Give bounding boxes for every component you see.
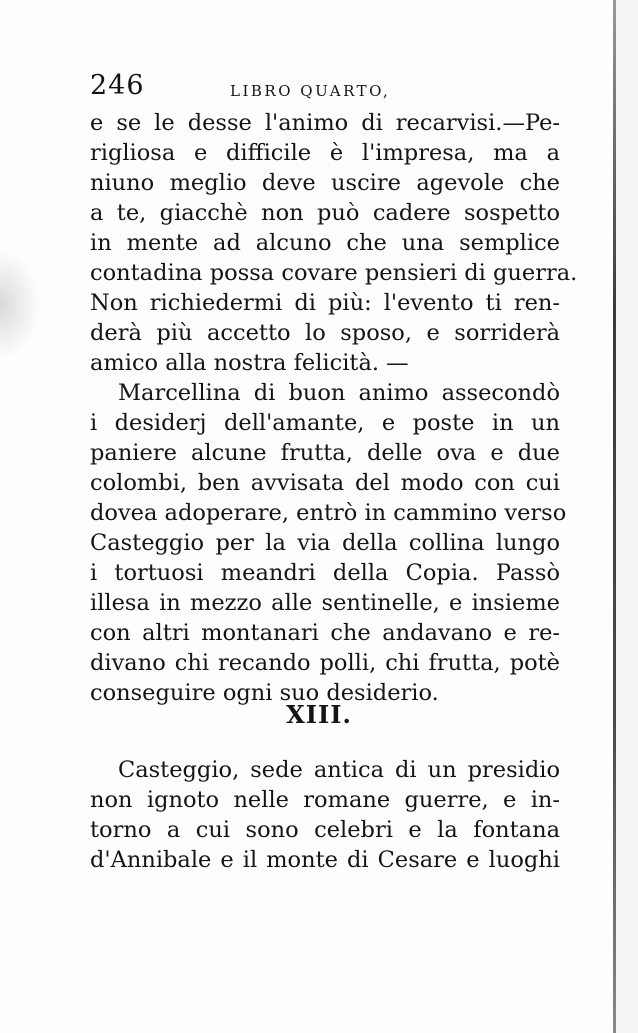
scan-smudge [0,250,40,360]
paragraph-1 [90,108,578,378]
text-line: Non richiedermi di più: l'evento ti ren- [90,290,560,316]
body-text-top [90,108,578,708]
text-line: Marcellina di buon animo assecondò [118,380,560,406]
text-line: colombi, ben avvisata del modo con cui [90,470,560,496]
text-line: niuno meglio deve uscire agevole che [90,170,560,196]
text-line: conseguire ogni suo desiderio. [90,680,439,706]
page-edge-shadow [616,0,638,1033]
paragraph-2 [90,378,567,708]
page-number: 246 [90,70,145,101]
text-line: d'Annibale e il monte di Cesare e luoghi [90,847,560,873]
text-line: torno a cui sono celebri e la fontana [90,817,560,843]
text-line: rigliosa e difficile è l'impresa, ma a [90,140,560,166]
text-line: paniere alcune frutta, delle ova e due [90,440,560,466]
text-line: dovea adoperare, entrò in cammino verso [90,500,567,526]
text-line: contadina possa covare pensieri di guerra. [90,260,578,286]
text-line: divano chi recando polli, chi frutta, potè [90,650,560,676]
text-line: non ignoto nelle romane guerre, e in- [90,787,560,813]
text-line: amico alla nostra felicità. — [90,350,409,376]
text-line: con altri montanari che andavano e re- [90,620,560,646]
text-line: in mente ad alcuno che una semplice [90,230,560,256]
text-line: e se le desse l'animo di recarvisi.—Pe- [90,110,560,136]
running-title: LIBRO QUARTO, [230,82,391,100]
text-line: a te, giacchè non può cadere sospetto [90,200,560,226]
page-edge-line [613,0,616,1033]
body-text-bottom [90,755,560,875]
paragraph-3 [90,755,560,875]
section-heading: XIII. [286,700,352,729]
text-line: derà più accetto lo sposo, e sorriderà [90,320,560,346]
text-line: Casteggio per la via della collina lungo [90,530,560,556]
running-head [90,70,560,110]
text-line: i desiderj dell'amante, e poste in un [90,410,560,436]
text-line: Casteggio, sede antica di un presidio [118,757,560,783]
text-line: i tortuosi meandri della Copia. Passò [90,560,560,586]
text-line: illesa in mezzo alle sentinelle, e insieme [90,590,560,616]
